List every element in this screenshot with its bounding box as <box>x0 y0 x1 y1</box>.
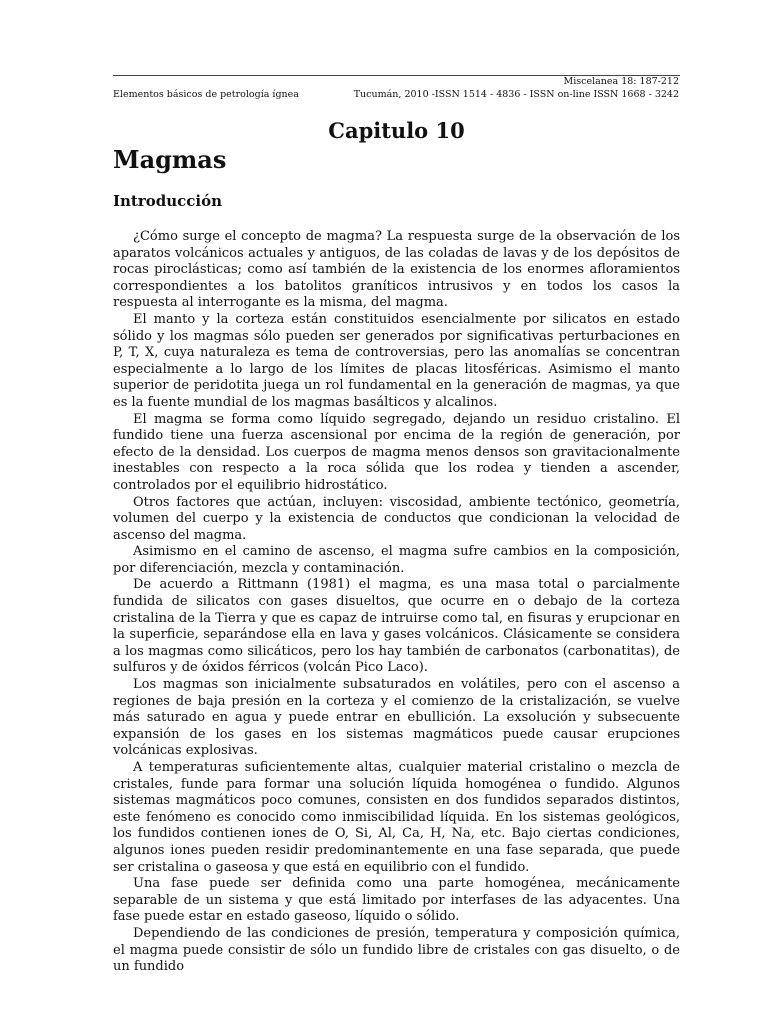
paragraph: Los magmas son inicialmente subsaturados en volátiles, pero con el ascenso a regiones de baja presión en la corteza y el comienzo de la cristalización, se vuelve más saturado en agua y puede entrar en ebullición. La exsolución y subsecuente expansión de los gases en los sistemas magmáticos puede causar erupciones volcánicas explosivas. <box>113 677 680 759</box>
paragraph: Otros factores que actúan, incluyen: viscosidad, ambiente tectónico, geometría, volumen del cuerpo y la existencia de conductos que condicionan la velocidad de ascenso del magma. <box>113 494 680 543</box>
section-heading: Introducción <box>113 192 223 210</box>
paragraph: De acuerdo a Rittmann (1981) el magma, es una masa total o parcialmente fundida de silicatos con gases disueltos, que ocurre en o debajo de la corteza cristalina de la Tierra y que es capaz de intruirse como tal, en fisuras y erupcionar en la superficie, separándose ella en lava y gases volcánicos. Clásicamente se considera a los magmas como silicáticos, pero los hay también de carbonatos (carbonatitas), de sulfuros y de óxidos férricos (volcán Pico Laco). <box>113 577 680 676</box>
body-text <box>113 229 680 976</box>
running-title: Elementos básicos de petrología ígnea <box>113 89 299 100</box>
paragraph: Dependiendo de las condiciones de presión, temperatura y composición química, el magma puede consistir de sólo un fundido libre de cristales con gas disuelto, o de un fundido <box>113 925 680 975</box>
paragraph: Una fase puede ser definida como una parte homogénea, mecánicamente separable de un sistema y que está limitado por interfases de las adyacentes. Una fase puede estar en estado gaseoso, líquido o sólido. <box>113 876 680 925</box>
chapter-heading: Capitulo 10 <box>328 118 465 143</box>
paragraph: Asimismo en el camino de ascenso, el magma sufre cambios en la composición, por diferenciación, mezcla y contaminación. <box>113 544 680 576</box>
issn-line: Tucumán, 2010 -ISSN 1514 - 4836 - ISSN on-line ISSN 1668 - 3242 <box>353 89 679 100</box>
paragraph: ¿Cómo surge el concepto de magma? La respuesta surge de la observación de los aparatos volcánicos actuales y antiguos, de las coladas de lavas y de los depósitos de rocas piroclásticas; como así también de la existencia de los enormes afloramientos correspondientes a los batolitos graníticos intrusivos y en todos los casos la respuesta al interrogante es la misma, del magma. <box>113 229 680 311</box>
page-title: Magmas <box>113 145 227 174</box>
paragraph: El manto y la corteza están constituidos esencialmente por silicatos en estado sólido y los magmas sólo pueden ser generados por significativas perturbaciones en P, T, X, cuya naturaleza es tema de controversias, pero las anomalías se concentran especialmente a lo largo de los límites de placas litosféricas. Asimismo el manto superior de peridotita juega un rol fundamental en la generación de magmas, ya que es la fuente mundial de los magmas basálticos y alcalinos. <box>113 311 680 410</box>
paragraph: El magma se forma como líquido segregado, dejando un residuo cristalino. El fundido tiene una fuerza ascensional por encima de la región de generación, por efecto de la densidad. Los cuerpos de magma menos densos son gravitacionalmente inestables con respecto a la roca sólida que los rodea y tienden a ascender, controlados por el equilibrio hidrostático. <box>113 411 680 493</box>
paragraph: A temperaturas suficientemente altas, cualquier material cristalino o mezcla de cristales, funde para formar una solución líquida homogénea o fundido. Algunos sistemas magmáticos poco comunes, consisten en dos fundidos separados distintos, este fenómeno es conocido como inmiscibilidad líquida. En los sistemas geológicos, los fundidos contienen iones de O, Si, Al, Ca, H, Na, etc. Bajo ciertas condiciones, algunos iones pueden residir predominantemente en una fase separada, que puede ser cristalina o gaseosa y que está en equilibrio con el fundido. <box>113 760 680 875</box>
journal-reference: Miscelanea 18: 187-212 <box>563 76 679 87</box>
